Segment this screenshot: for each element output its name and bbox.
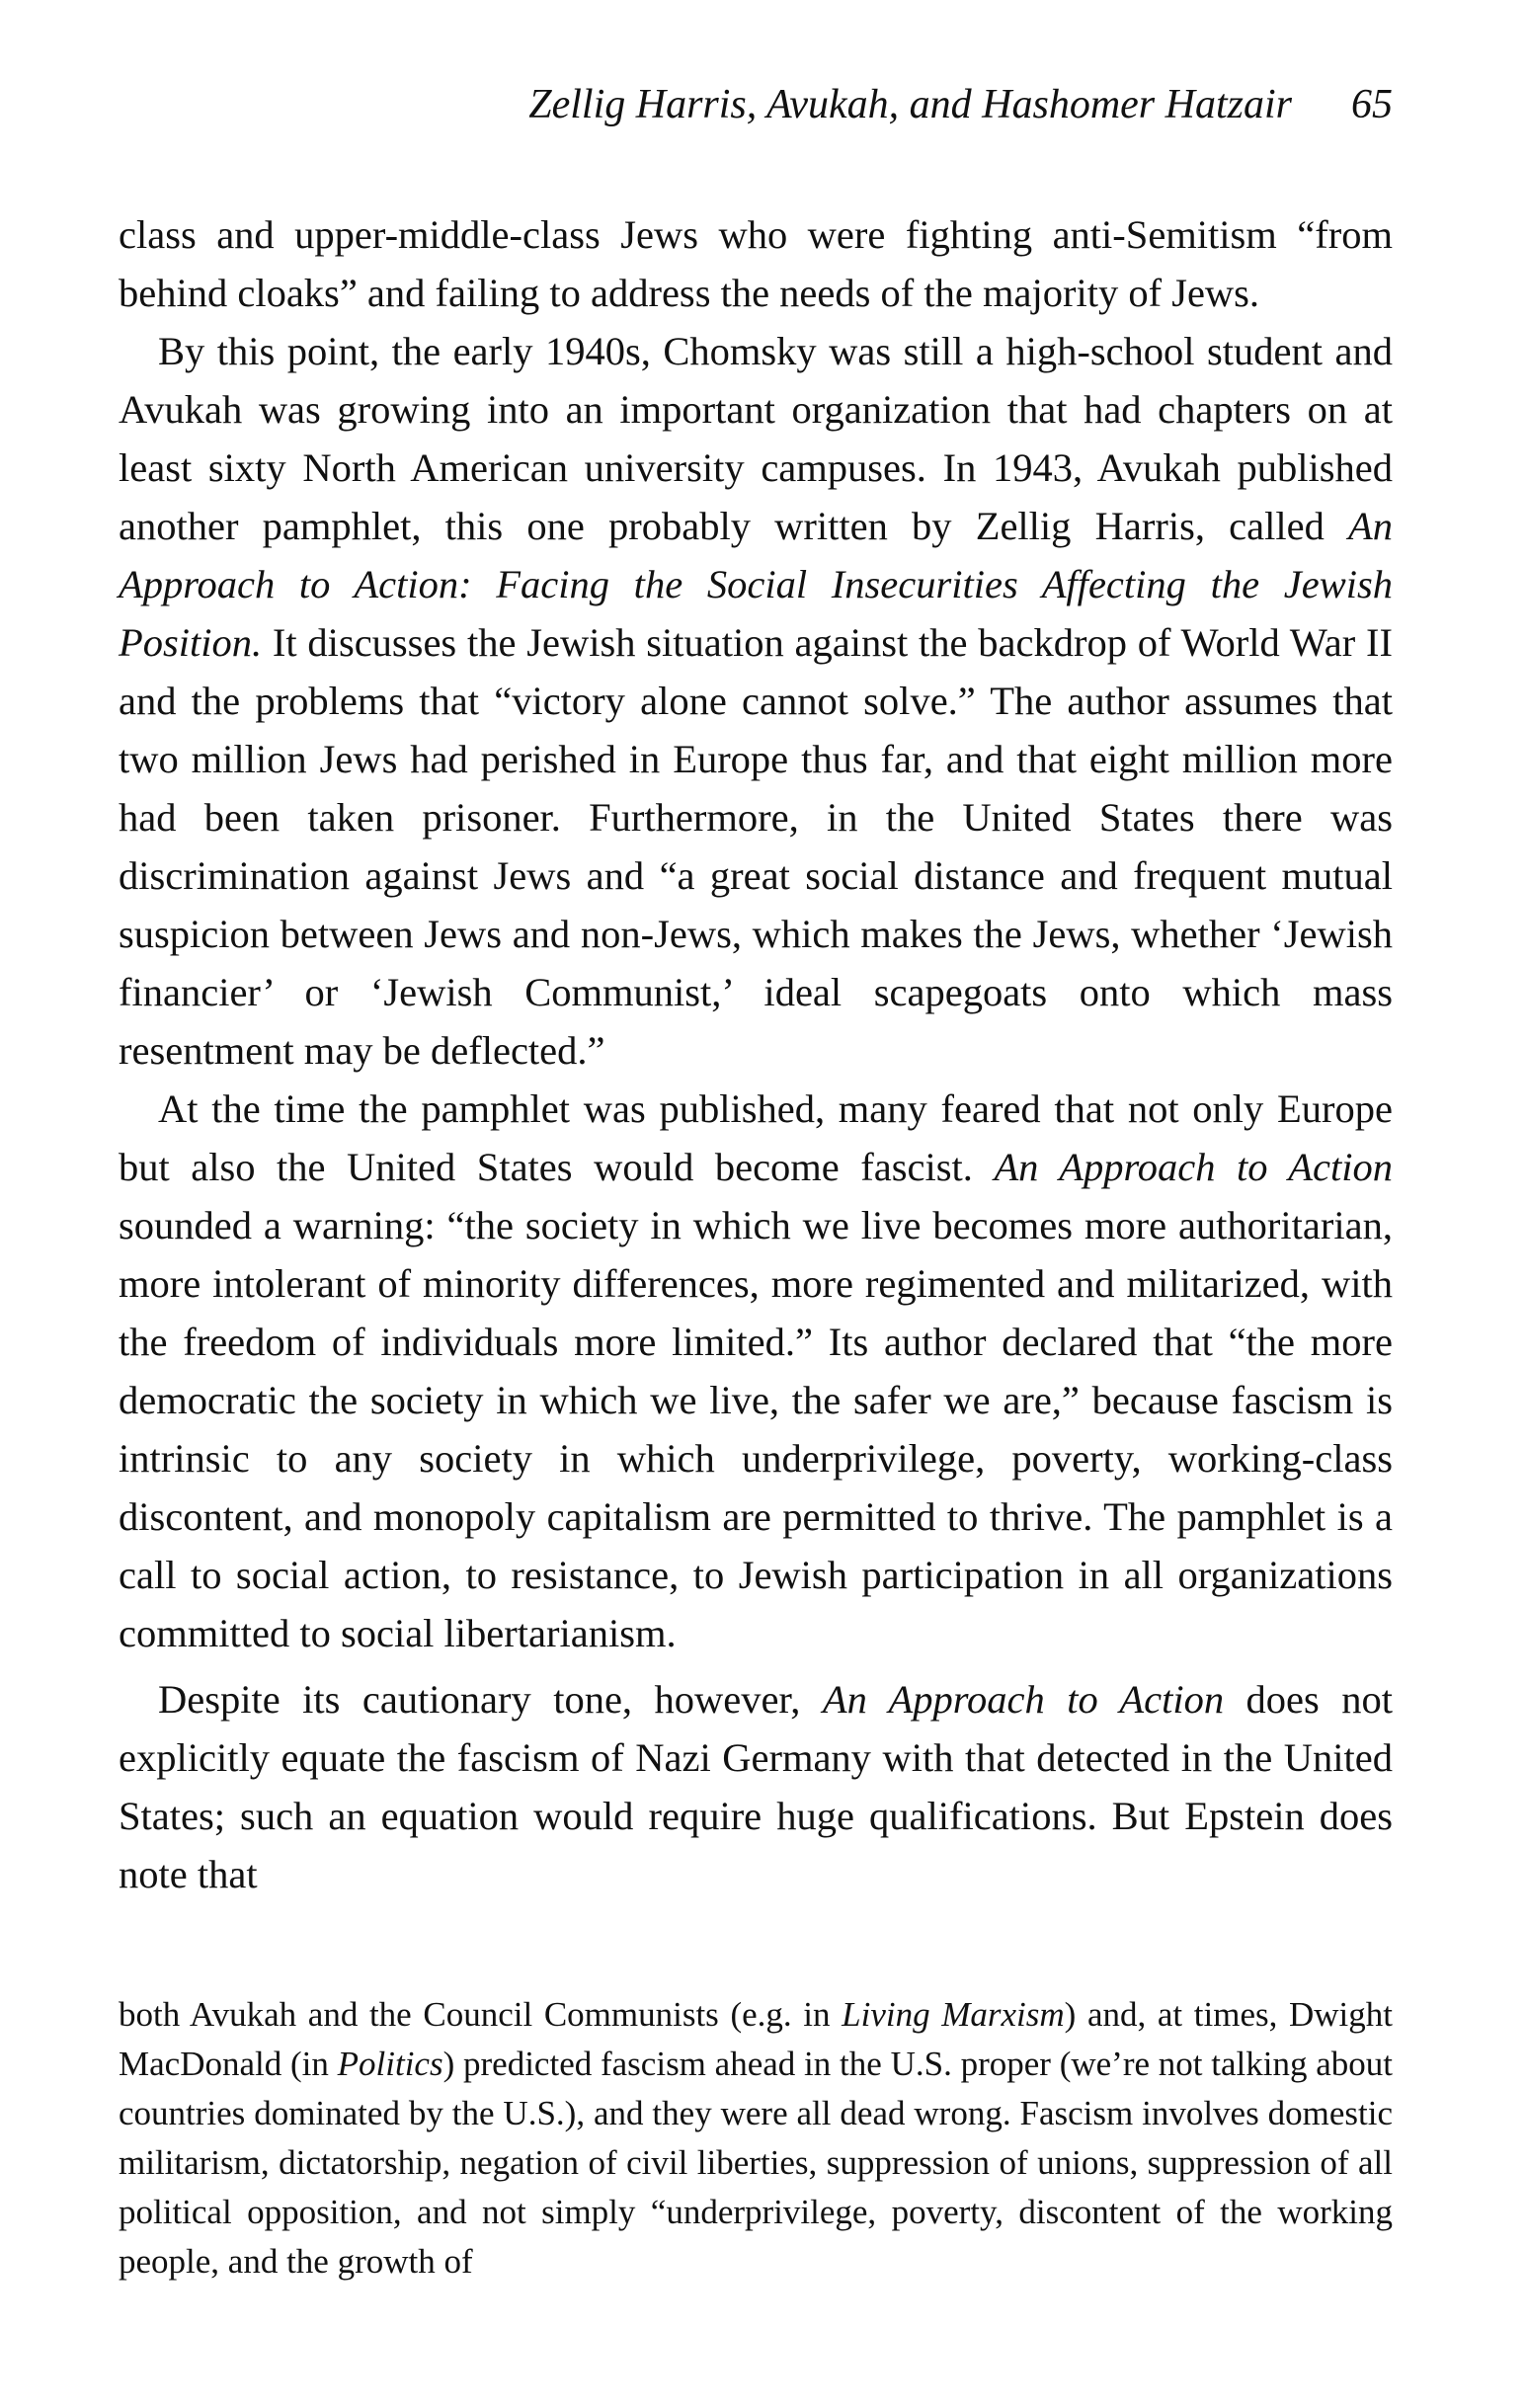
paragraph-4-text-b: does not explicitly equate the fascism of Nazi Germany with that detected in the United States; such an equation would require huge qualifications. But Epstein does note that	[119, 1677, 1393, 1896]
paragraph-3	[119, 1080, 1393, 1662]
pamphlet-title-short: An Approach to Action	[994, 1145, 1393, 1189]
block-quote-text-c: ) predicted fascism ahead in the U.S. proper (we’re not talking about countries dominated by the U.S.), and they were all dead wrong. Fascism involves domestic militarism, dictatorship, negation of civil liberties, suppression of unions, suppression of all political opposition, and not simply “underprivilege, poverty, discontent of the working people, and the growth of	[119, 2045, 1394, 2281]
paragraph-2-text-b: It discusses the Jewish situation against the backdrop of World War II and the problems that “victory alone cannot solve.” The author assumes that two million Jews had perished in Europe thus far, and that eight million more had been taken prisoner. Furthermore, in the United States there was discrimination against Jews and “a great social distance and frequent mutual suspicion between Jews and non-Jews, which makes the Jews, whether ‘Jewish financier’ or ‘Jewish Communist,’ ideal scapegoats onto which mass resentment may be deflected.”	[119, 620, 1393, 1073]
paragraph-2-text-a: By this point, the early 1940s, Chomsky was still a high-school student and Avukah was growing into an important organization that had chapters on at least sixty North American university campuses. In 1943, Avukah published another pamphlet, this one probably written by Zellig Harris, called	[119, 329, 1393, 548]
paragraph-3-text-a: At the time the pamphlet was published, many feared that not only Europe but also the United States would become fascist.	[119, 1086, 1393, 1189]
block-quote-text-b: ) and, at times, Dwight MacDonald (in	[119, 1995, 1394, 2083]
paragraph-1	[119, 205, 1393, 322]
block-quote-paragraph	[119, 1990, 1393, 2287]
paragraph-4-text-a: Despite its cautionary tone, however,	[158, 1677, 823, 1722]
page-number: 65	[1351, 82, 1393, 127]
pamphlet-title-short: An Approach to Action	[822, 1677, 1225, 1722]
body-text	[119, 205, 1393, 1903]
running-head	[119, 79, 1393, 130]
running-head-title: Zellig Harris, Avukah, and Hashomer Hatzair	[528, 82, 1292, 127]
paragraph-3-text-b: sounded a warning: “the society in which we live becomes more authoritarian, more intolerant of minority differences, more regimented and militarized, with the freedom of individuals more limited.” Its author declared that “the more democratic the society in which we live, the safer we are,” because fascism is intrinsic to any society in which underprivilege, poverty, working-class discontent, and monopoly capitalism are permitted to thrive. The pamphlet is a call to social action, to resistance, to Jewish participation in all organizations committed to social libertarianism.	[119, 1203, 1393, 1655]
pamphlet-title: An Approach to Action: Facing the Social Insecurities Affecting the Jewish Position.	[119, 504, 1393, 665]
publication-title: Living Marxism	[842, 1995, 1065, 2034]
paragraph-1-text: class and upper-middle-class Jews who were fighting anti-Semitism “from behind cloaks” and failing to address the needs of the majority of Jews.	[119, 212, 1393, 315]
block-quote-text-a: both Avukah and the Council Communists (e.g. in	[119, 1995, 843, 2034]
block-quote	[119, 1990, 1393, 2287]
paragraph-2	[119, 322, 1393, 1080]
paragraph-4	[119, 1670, 1393, 1903]
publication-title: Politics	[337, 2045, 443, 2083]
